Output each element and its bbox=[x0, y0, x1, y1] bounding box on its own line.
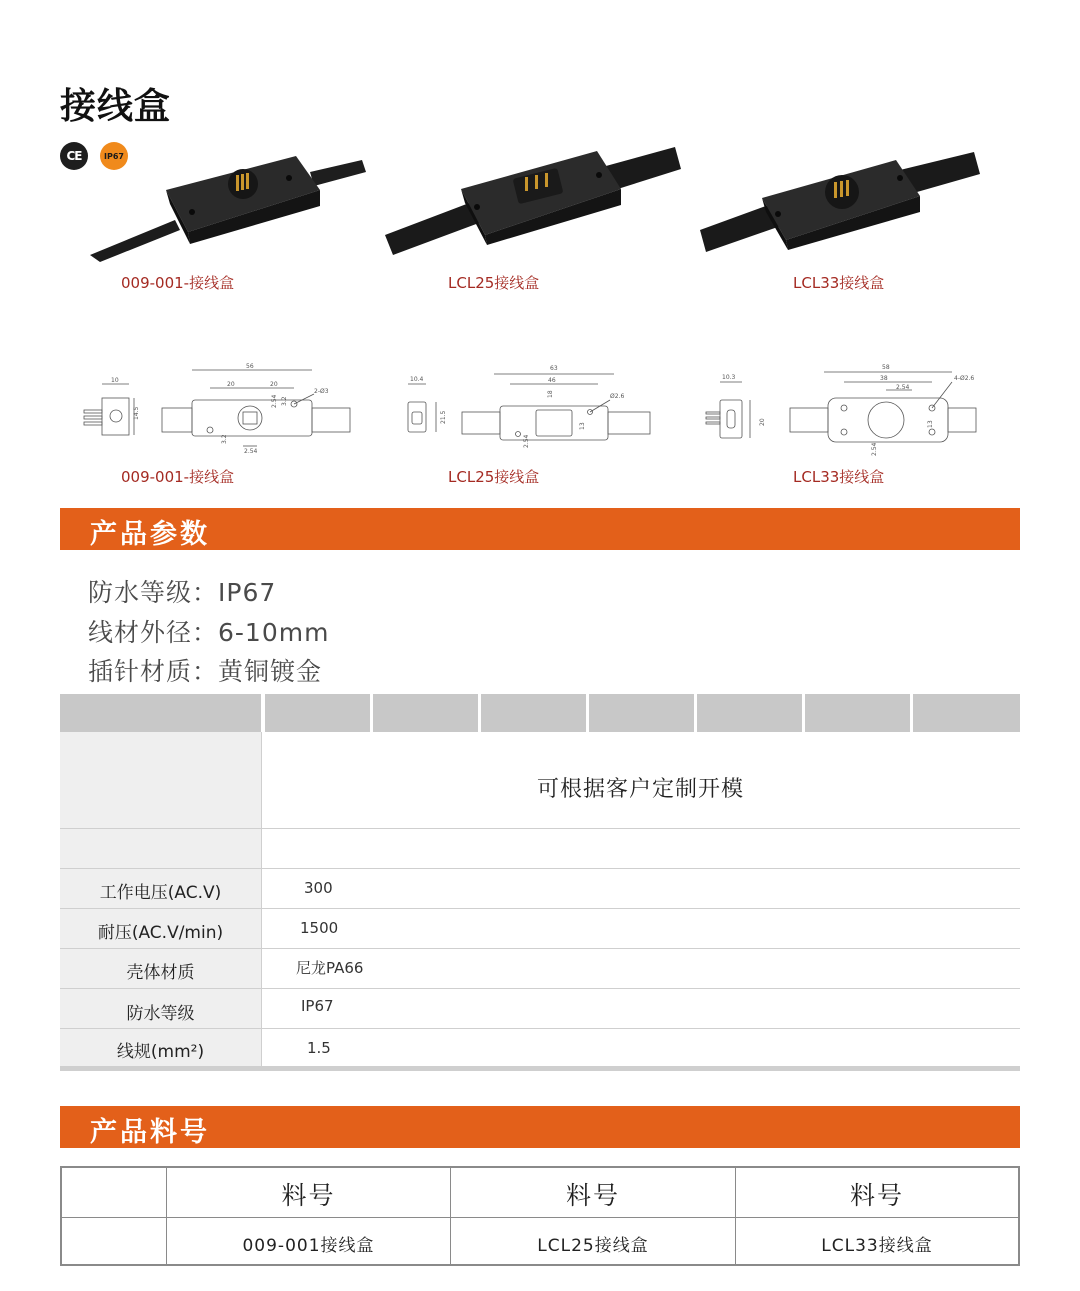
partno-table bbox=[60, 1166, 1020, 1266]
params-row-divider bbox=[60, 1028, 1020, 1029]
params-bottom-bar bbox=[60, 1066, 1020, 1071]
params-header-row bbox=[60, 694, 1020, 732]
params-header-cell bbox=[60, 694, 261, 732]
params-header-cell bbox=[589, 694, 694, 732]
section-title-params: 产品参数 bbox=[90, 519, 210, 550]
dim-window: 18 bbox=[547, 390, 554, 398]
param-value-voltage: 300 bbox=[304, 879, 333, 897]
partno-header-2: 料号 bbox=[565, 1181, 620, 1210]
params-row-divider bbox=[60, 908, 1020, 909]
dim-pitch2: 3.2 bbox=[281, 396, 288, 406]
page-title: 接线盒 bbox=[60, 86, 172, 127]
section-band-partno bbox=[60, 1106, 1020, 1148]
param-label-gauge: 线规(mm²) bbox=[116, 1042, 205, 1062]
dim-side-height: 21.5 bbox=[440, 410, 447, 424]
dim-hole: 2-Ø3 bbox=[314, 388, 329, 395]
param-value-gauge: 1.5 bbox=[307, 1039, 331, 1057]
params-row-divider bbox=[60, 988, 1020, 989]
dim-hole: 4-Ø2.6 bbox=[954, 375, 975, 382]
drawing-lcl33 bbox=[700, 360, 990, 460]
params-row-divider bbox=[60, 828, 1020, 829]
dim-pin-pitch: 2.54 bbox=[871, 442, 878, 456]
product-caption-009-001: 009-001-接线盒 bbox=[121, 274, 235, 292]
dim-pitch1: 2.54 bbox=[271, 394, 278, 408]
ip67-badge-icon: IP67 bbox=[100, 142, 128, 170]
drawing-009-001 bbox=[80, 360, 370, 460]
section-title-partno: 产品料号 bbox=[90, 1117, 210, 1148]
drawing-caption-lcl25: LCL25接线盒 bbox=[448, 468, 540, 486]
dim-pitch: 2.54 bbox=[896, 384, 910, 391]
spec-waterproof: 防水等级：IP67 bbox=[88, 578, 277, 607]
drawing-caption-lcl33: LCL33接线盒 bbox=[793, 468, 885, 486]
dim-span: 38 bbox=[880, 375, 888, 382]
dim-height: 13 bbox=[579, 422, 586, 430]
param-label-waterproof: 防水等级 bbox=[126, 1004, 195, 1024]
params-header-cell bbox=[265, 694, 370, 732]
drawing-lcl25 bbox=[400, 360, 660, 460]
dim-length: 63 bbox=[550, 365, 558, 372]
dim-span2: 20 bbox=[270, 381, 278, 388]
params-header-cell bbox=[913, 694, 1020, 732]
partno-value-2: LCL25接线盒 bbox=[537, 1236, 649, 1256]
params-header-cell bbox=[697, 694, 802, 732]
dim-span1: 20 bbox=[227, 381, 235, 388]
dim-pitch: 2.54 bbox=[523, 434, 530, 448]
param-value-waterproof: IP67 bbox=[301, 997, 334, 1015]
dim-pitch3: 3.2 bbox=[221, 434, 228, 444]
param-value-withstand: 1500 bbox=[300, 919, 339, 937]
partno-header-1: 料号 bbox=[281, 1181, 336, 1210]
params-header-cell bbox=[481, 694, 586, 732]
dim-side-width: 10.4 bbox=[410, 376, 424, 383]
dim-length: 58 bbox=[882, 364, 890, 371]
spec-cable-diameter: 线材外径：6-10mm bbox=[88, 618, 330, 647]
dim-height: 13 bbox=[927, 420, 934, 428]
partno-row-divider bbox=[62, 1217, 1018, 1218]
params-header-cell bbox=[805, 694, 910, 732]
params-header-cell bbox=[373, 694, 478, 732]
section-band-params bbox=[60, 508, 1020, 550]
product-image-lcl33 bbox=[700, 152, 985, 262]
product-caption-lcl33: LCL33接线盒 bbox=[793, 274, 885, 292]
drawing-caption-009-001: 009-001-接线盒 bbox=[121, 468, 235, 486]
dim-length: 56 bbox=[246, 363, 254, 370]
dim-pin-pitch: 2.54 bbox=[244, 448, 258, 455]
spec-pin-material: 插针材质：黄铜镀金 bbox=[88, 657, 323, 686]
dim-span: 46 bbox=[548, 377, 556, 384]
product-image-009-001 bbox=[90, 150, 380, 265]
dim-side-width: 10.3 bbox=[722, 374, 736, 381]
partno-header-3: 料号 bbox=[849, 1181, 904, 1210]
params-row-divider bbox=[60, 868, 1020, 869]
product-caption-lcl25: LCL25接线盒 bbox=[448, 274, 540, 292]
partno-value-1: 009-001接线盒 bbox=[242, 1236, 375, 1256]
dim-side-width: 10 bbox=[111, 377, 119, 384]
param-label-withstand: 耐压(AC.V/min) bbox=[97, 923, 224, 943]
dim-hole: Ø2.6 bbox=[610, 393, 625, 400]
dim-side-height: 20 bbox=[759, 418, 766, 426]
dim-side-height: 14.5 bbox=[133, 406, 140, 420]
param-value-housing: 尼龙PA66 bbox=[296, 959, 364, 977]
param-label-housing: 壳体材质 bbox=[126, 963, 195, 983]
custom-mold-note: 可根据客户定制开模 bbox=[536, 777, 744, 802]
param-label-voltage: 工作电压(AC.V) bbox=[99, 883, 222, 903]
partno-value-3: LCL33接线盒 bbox=[821, 1236, 933, 1256]
product-image-lcl25 bbox=[385, 145, 685, 260]
ce-mark-icon: CE bbox=[60, 142, 88, 170]
params-row-divider bbox=[60, 948, 1020, 949]
